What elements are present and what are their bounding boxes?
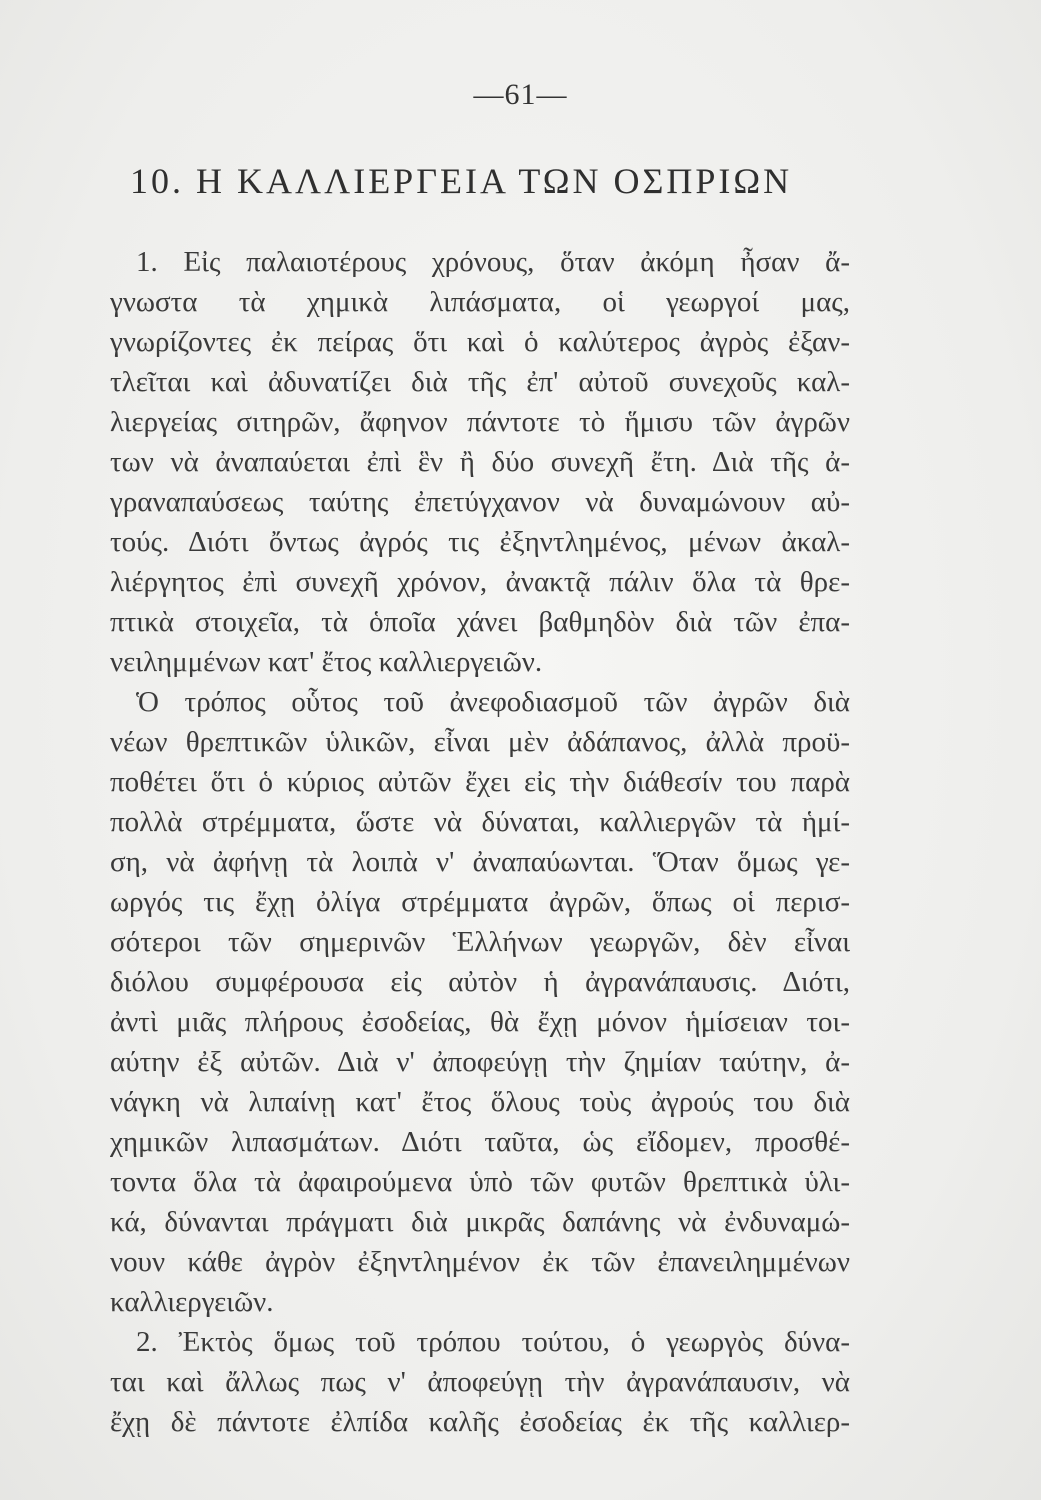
text-line: ση, νὰ ἀφήνῃ τὰ λοιπὰ ν' ἀναπαύωνται. Ὅταν ὅμως γε- [110, 846, 850, 878]
text-line: ἔχῃ δὲ πάντοτε ἐλπίδα καλῆς ἐσοδείας ἐκ τῆς καλλιερ- [110, 1406, 850, 1438]
text-line: σότεροι τῶν σημερινῶν Ἑλλήνων γεωργῶν, δὲν εἶναι [110, 926, 850, 958]
text-line: νάγκη νὰ λιπαίνῃ κατ' ἔτος ὅλους τοὺς ἀγρούς του διὰ [110, 1086, 850, 1118]
text-line: πολλὰ στρέμματα, ὥστε νὰ δύναται, καλλιεργῶν τὰ ἡμί- [110, 806, 850, 838]
text-line: ποθέτει ὅτι ὁ κύριος αὐτῶν ἔχει εἰς τὴν διάθεσίν του παρὰ [110, 766, 850, 798]
text-line: τούς. Διότι ὄντως ἀγρός τις ἐξηντλημένος, μένων ἀκαλ- [110, 526, 850, 558]
text-line: γνωστα τὰ χημικὰ λιπάσματα, οἱ γεωργοί μας, [110, 286, 850, 318]
text-line: τλεῖται καὶ ἀδυνατίζει διὰ τῆς ἐπ' αὐτοῦ συνεχοῦς καλ- [110, 366, 850, 398]
text-line: νειλημμένων κατ' ἔτος καλλιεργειῶν. [110, 646, 543, 678]
chapter-title: 10. Η ΚΑΛΛΙΕΡΓΕΙΑ ΤΩΝ ΟΣΠΡΙΩΝ [130, 161, 793, 201]
text-line: καλλιεργειῶν. [110, 1286, 274, 1318]
text-line: νουν κάθε ἀγρὸν ἐξηντλημένον ἐκ τῶν ἐπανειλημμένων [110, 1246, 850, 1278]
text-line: τοντα ὅλα τὰ ἀφαιρούμενα ὑπὸ τῶν φυτῶν θρεπτικὰ ὑλι- [110, 1166, 850, 1198]
text-line: γνωρίζοντες ἐκ πείρας ὅτι καὶ ὁ καλύτερος ἀγρὸς ἐξαν- [110, 326, 850, 358]
text-line: ται καὶ ἄλλως πως ν' ἀποφεύγῃ τὴν ἀγρανάπαυσιν, νὰ [110, 1366, 850, 1398]
text-line: 1. Εἰς παλαιοτέρους χρόνους, ὅταν ἀκόμη ἦσαν ἄ- [136, 246, 850, 278]
text-line: αύτην ἐξ αὐτῶν. Διὰ ν' ἀποφεύγῃ τὴν ζημίαν ταύτην, ἀ- [110, 1046, 850, 1078]
text-line: των νὰ ἀναπαύεται ἐπὶ ἓν ἢ δύο συνεχῆ ἔτη. Διὰ τῆς ἀ- [110, 446, 850, 478]
text-line: ἀντὶ μιᾶς πλήρους ἐσοδείας, θὰ ἔχῃ μόνον ἡμίσειαν τοι- [110, 1006, 850, 1038]
text-line: κά, δύνανται πράγματι διὰ μικρᾶς δαπάνης νὰ ἐνδυναμώ- [110, 1206, 850, 1238]
text-line: πτικὰ στοιχεῖα, τὰ ὁποῖα χάνει βαθμηδὸν διὰ τῶν ἐπα- [110, 606, 850, 638]
text-line: ωργός τις ἔχῃ ὀλίγα στρέμματα ἀγρῶν, ὅπως οἱ περισ- [110, 886, 850, 918]
text-line: 2. Ἐκτὸς ὅμως τοῦ τρόπου τούτου, ὁ γεωργὸς δύνα- [136, 1326, 850, 1358]
text-line: χημικῶν λιπασμάτων. Διότι ταῦτα, ὡς εἴδομεν, προσθέ- [110, 1126, 850, 1158]
text-line: γραναπαύσεως ταύτης ἐπετύγχανον νὰ δυναμώνουν αὐ- [110, 486, 850, 518]
text-line: Ὁ τρόπος οὗτος τοῦ ἀνεφοδιασμοῦ τῶν ἀγρῶν διὰ [136, 686, 850, 718]
text-line: νέων θρεπτικῶν ὑλικῶν, εἶναι μὲν ἀδάπανος, ἀλλὰ προϋ- [110, 726, 850, 758]
text-line: λιεργείας σιτηρῶν, ἄφηνον πάντοτε τὸ ἥμισυ τῶν ἀγρῶν [110, 406, 850, 438]
body-text [110, 242, 850, 1442]
text-line: λιέργητος ἐπὶ συνεχῆ χρόνον, ἀνακτᾷ πάλιν ὅλα τὰ θρε- [110, 566, 850, 598]
text-line: διόλου συμφέρουσα εἰς αὐτὸν ἡ ἀγρανάπαυσις. Διότι, [110, 966, 850, 998]
page-number: —61— [473, 78, 568, 111]
